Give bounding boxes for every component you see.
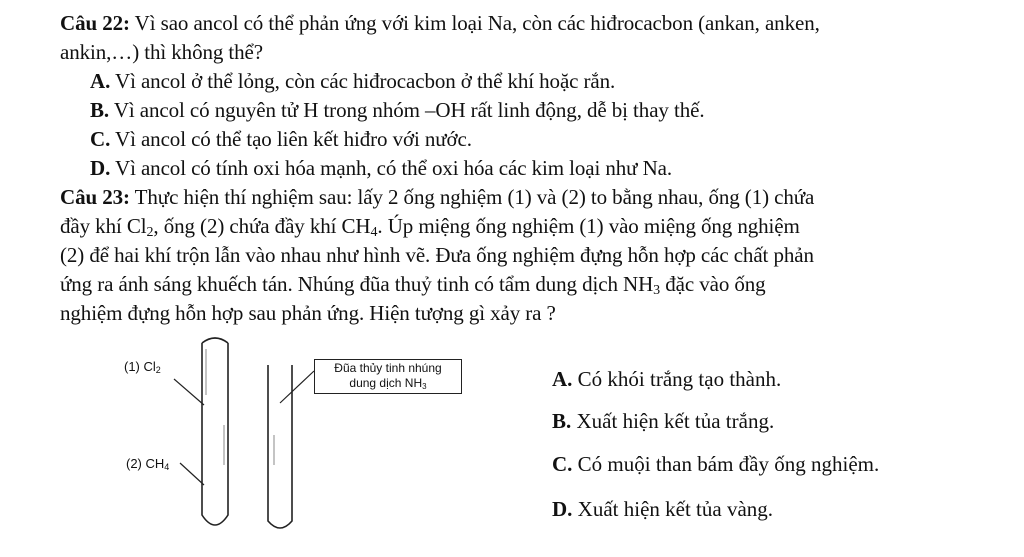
q22-label: Câu 22:	[60, 11, 130, 35]
q22-line-2	[60, 39, 263, 65]
q22-text-2: ankin,…) thì không thể?	[60, 40, 263, 64]
label-1-leader	[174, 379, 204, 405]
q22-option-c: C. Vì ancol có thể tạo liên kết hiđro với nước.	[90, 127, 472, 151]
q22-option-d: D. Vì ancol có tính oxi hóa mạnh, có thể oxi hóa các kim loại như Na.	[90, 156, 673, 180]
q23-line-1: Câu 23: Thực hiện thí nghiệm sau: lấy 2 ống nghiệm (1) và (2) to bằng nhau, ống (1) chứa	[60, 185, 815, 209]
label-2-leader	[180, 463, 204, 485]
q23-option-c: C. Có muội than bám đầy ống nghiệm.	[552, 452, 880, 476]
q22-text-1: Vì sao ancol có thể phản ứng với kim loại Na, còn các hiđrocacbon (ankan, anken,	[134, 11, 820, 35]
note-leader	[280, 371, 314, 403]
q23-line-4: ứng ra ánh sáng khuếch tán. Nhúng đũa thuỷ tinh có tẩm dung dịch $NH_3$ đặc vào ống	[60, 272, 766, 298]
experiment-figure	[110, 335, 490, 535]
q22-option-a: A. Vì ancol ở thể lỏng, còn các hiđrocacbon ở thể khí hoặc rắn.	[90, 69, 616, 93]
tube-glass-shine	[206, 349, 224, 465]
q23-label: Câu 23:	[60, 185, 130, 209]
q23-option-b: B. Xuất hiện kết tủa trắng.	[552, 409, 775, 433]
q23-line-2: đầy khí $Cl_2$, ống (2) chứa đầy khí $CH_4$. Úp miệng ống nghiệm (1) vào miệng ống nghiệm	[60, 214, 800, 240]
q22-line-1	[60, 10, 820, 36]
q23-line-5: nghiệm đựng hỗn hợp sau phản ứng. Hiện tượng gì xảy ra ?	[60, 301, 556, 325]
q22-option-b: B. Vì ancol có nguyên tử H trong nhóm –OH rất linh động, dễ bị thay thế.	[90, 98, 705, 122]
label-tube-1: (1) $Cl_2$	[124, 359, 161, 375]
cropped-previous-line	[60, 0, 1000, 4]
glass-rod-tube	[268, 365, 292, 528]
glass-rod-note: Đũa thủy tinh nhúng dung dịch $NH_3$	[314, 359, 462, 394]
q23-option-d: D. Xuất hiện kết tủa vàng.	[552, 497, 774, 521]
label-tube-2: (2) $CH_4$	[126, 456, 170, 472]
q23-line-3: (2) để hai khí trộn lẫn vào nhau như hình vẽ. Đưa ống nghiệm đựng hỗn hợp các chất phản	[60, 243, 814, 267]
q23-option-a: A. Có khói trắng tạo thành.	[552, 367, 782, 391]
